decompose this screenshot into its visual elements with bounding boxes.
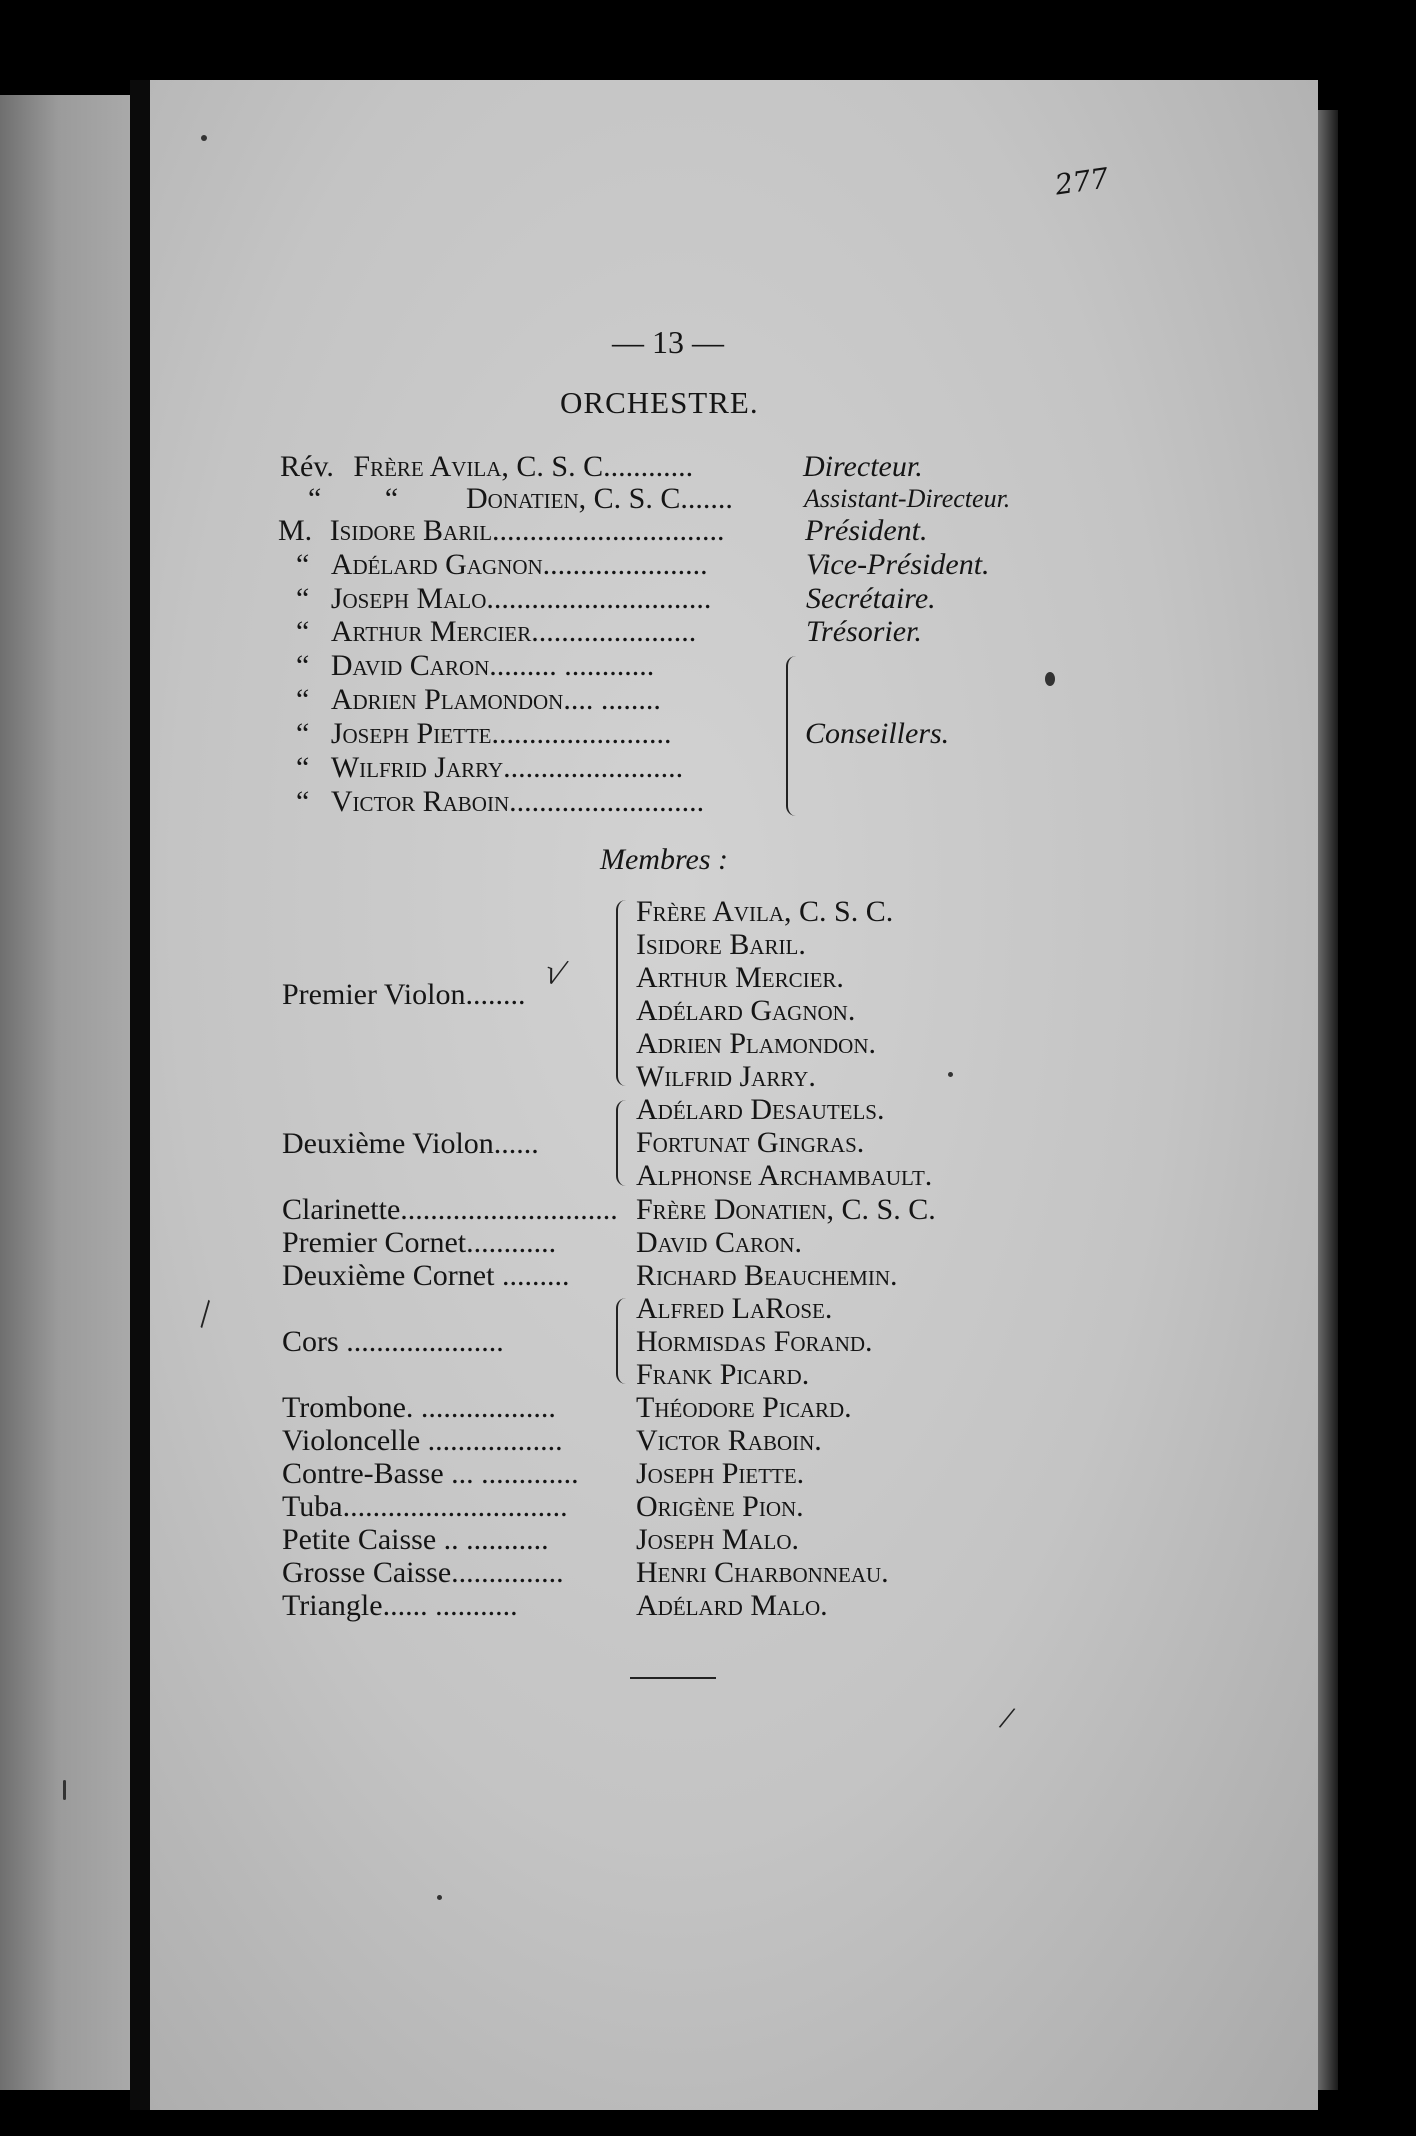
pencil-stroke-mark: \ bbox=[188, 1291, 224, 1336]
paper-speck bbox=[63, 1780, 66, 1800]
leader-dots: ...................... bbox=[542, 548, 708, 581]
officer-name: Wilfrid Jarry bbox=[330, 751, 504, 784]
instrument-label: Grosse Caisse............... bbox=[282, 1556, 564, 1589]
player-name: Joseph Malo. bbox=[636, 1523, 800, 1556]
player-name: Alfred LaRose. bbox=[636, 1292, 833, 1325]
page-shadow bbox=[1318, 110, 1338, 2090]
instrument-label: Tuba.............................. bbox=[282, 1490, 568, 1523]
officer-name: Isidore Baril bbox=[329, 514, 493, 547]
leader-dots: .............................. bbox=[486, 582, 712, 615]
leader-dots: ............ bbox=[466, 1226, 557, 1259]
player-name: Hormisdas Forand. bbox=[636, 1325, 873, 1358]
player-name: Victor Raboin. bbox=[636, 1424, 822, 1457]
officer-prefix: Rév. bbox=[280, 450, 334, 483]
officer-role: Président. bbox=[805, 514, 928, 547]
officer-prefix: “ bbox=[296, 751, 310, 784]
leader-dots: ... ............. bbox=[443, 1457, 579, 1490]
premier-violon-brace bbox=[616, 900, 628, 1086]
officer-prefix: “ bbox=[296, 649, 310, 682]
instrument-label: Premier Violon........ bbox=[282, 978, 526, 1011]
officer-prefix: “ bbox=[296, 683, 310, 716]
instrument-label: Petite Caisse .. ........... bbox=[282, 1523, 549, 1556]
player-name: Arthur Mercier. bbox=[636, 961, 844, 994]
officer-name: David Caron bbox=[330, 649, 490, 682]
officer-role: Directeur. bbox=[803, 450, 923, 483]
leader-dots: ...... bbox=[493, 1127, 539, 1160]
officer-prefix: “ bbox=[296, 582, 310, 615]
officer-prefix: “ bbox=[296, 615, 310, 648]
instrument-label: Premier Cornet............ bbox=[282, 1226, 557, 1259]
leader-dots: ........ bbox=[465, 978, 526, 1011]
officer-role: Trésorier. bbox=[806, 615, 922, 648]
paper-speck bbox=[437, 1895, 442, 1900]
player-name: Adélard Desautels. bbox=[636, 1093, 885, 1126]
officer-row bbox=[296, 582, 711, 616]
officer-prefix: “ “ bbox=[308, 482, 427, 515]
officer-row bbox=[296, 548, 708, 582]
leader-dots: ......... bbox=[494, 1259, 570, 1292]
officer-role: Vice-Président. bbox=[806, 548, 990, 581]
instrument-label: Triangle...... ........... bbox=[282, 1589, 518, 1622]
officer-role: Secrétaire. bbox=[806, 582, 936, 615]
instrument-label: Deuxième Cornet ......... bbox=[282, 1259, 570, 1292]
player-name: Origène Pion. bbox=[636, 1490, 804, 1523]
officer-prefix: “ bbox=[296, 717, 310, 750]
player-name: Wilfrid Jarry. bbox=[636, 1060, 816, 1093]
pencil-tick-mark: √ bbox=[539, 952, 570, 995]
player-name: Fortunat Gingras. bbox=[636, 1126, 865, 1159]
instrument-label: Contre-Basse ... ............. bbox=[282, 1457, 579, 1490]
officer-row bbox=[280, 450, 693, 484]
leader-dots: .... ........ bbox=[563, 683, 661, 716]
leader-dots: ........................ bbox=[491, 717, 672, 750]
officer-name: Victor Raboin bbox=[330, 785, 510, 818]
player-name: Henri Charbonneau. bbox=[636, 1556, 889, 1589]
book-gutter bbox=[130, 80, 150, 2110]
player-name: Adrien Plamondon. bbox=[636, 1027, 877, 1060]
officer-prefix: “ bbox=[296, 548, 310, 581]
members-heading: Membres : bbox=[600, 843, 729, 876]
player-name: David Caron. bbox=[636, 1226, 802, 1259]
leader-dots: .................. bbox=[420, 1424, 563, 1457]
leader-dots: ....... bbox=[680, 482, 733, 515]
handwritten-note: 277 bbox=[1052, 161, 1111, 202]
player-name: Frank Picard. bbox=[636, 1358, 810, 1391]
instrument-label: Violoncelle .................. bbox=[282, 1424, 563, 1457]
player-name: Frère Avila, C. S. C. bbox=[636, 895, 894, 928]
section-title: ORCHESTRE. bbox=[560, 385, 759, 420]
deuxieme-violon-brace bbox=[616, 1100, 628, 1186]
leader-dots: ..................... bbox=[338, 1325, 504, 1358]
player-name: Frère Donatien, C. S. C. bbox=[636, 1193, 936, 1226]
player-name: Alphonse Archambault. bbox=[636, 1159, 933, 1192]
officer-row bbox=[296, 649, 654, 683]
officer-role: Assistant-Directeur. bbox=[804, 484, 1011, 513]
officer-row bbox=[296, 717, 672, 751]
officer-prefix: “ bbox=[296, 785, 310, 818]
page-number: — 13 — bbox=[612, 324, 724, 360]
officer-name: Joseph Piette bbox=[330, 717, 492, 750]
officer-name: Donatien, C. S. C bbox=[466, 482, 681, 515]
leader-dots: ........................ bbox=[503, 751, 684, 784]
leader-dots: ......... ............ bbox=[489, 649, 655, 682]
leader-dots: .. ........... bbox=[436, 1523, 549, 1556]
officer-name: Adrien Plamondon bbox=[330, 683, 564, 716]
officer-prefix: M. bbox=[278, 514, 313, 547]
officer-name: Joseph Malo bbox=[330, 582, 487, 615]
officer-row bbox=[296, 751, 683, 785]
officer-role: Conseillers. bbox=[805, 717, 950, 750]
leader-dots: ............................. bbox=[400, 1193, 618, 1226]
instrument-label: Deuxième Violon...... bbox=[282, 1127, 539, 1160]
officer-name: Arthur Mercier bbox=[330, 615, 532, 648]
officer-row bbox=[466, 482, 733, 516]
instrument-label: Trombone. .................. bbox=[282, 1391, 556, 1424]
officer-name: Frère Avila, C. S. C bbox=[353, 450, 604, 483]
cors-brace bbox=[616, 1298, 628, 1384]
instrument-label: Clarinette............................. bbox=[282, 1193, 618, 1226]
officer-row bbox=[278, 514, 725, 548]
closing-rule bbox=[630, 1677, 716, 1679]
leader-dots: ............ bbox=[603, 450, 694, 483]
player-name: Théodore Picard. bbox=[636, 1391, 852, 1424]
officer-row bbox=[296, 785, 704, 819]
instrument-label: Cors ..................... bbox=[282, 1325, 504, 1358]
leader-dots: ...................... bbox=[531, 615, 697, 648]
pencil-stroke-mark: / bbox=[996, 1699, 1018, 1738]
paper-speck bbox=[948, 1072, 953, 1077]
officer-row bbox=[296, 615, 696, 649]
player-name: Richard Beauchemin. bbox=[636, 1259, 898, 1292]
player-name: Adélard Gagnon. bbox=[636, 994, 856, 1027]
player-name: Adélard Malo. bbox=[636, 1589, 828, 1622]
leader-dots: ............... bbox=[451, 1556, 564, 1589]
leader-dots: .............................. bbox=[342, 1490, 568, 1523]
leader-dots: ............................... bbox=[492, 514, 725, 547]
counsellors-brace bbox=[786, 656, 798, 816]
paper-speck bbox=[201, 135, 207, 141]
paper-speck bbox=[1045, 672, 1055, 686]
officer-row bbox=[296, 683, 661, 717]
leader-dots: .......................... bbox=[509, 785, 705, 818]
leader-dots: ...... ........... bbox=[382, 1589, 518, 1622]
officer-name: Adélard Gagnon bbox=[330, 548, 543, 581]
player-name: Joseph Piette. bbox=[636, 1457, 805, 1490]
officer-row bbox=[308, 482, 426, 516]
leader-dots: . .................. bbox=[405, 1391, 556, 1424]
player-name: Isidore Baril. bbox=[636, 928, 806, 961]
